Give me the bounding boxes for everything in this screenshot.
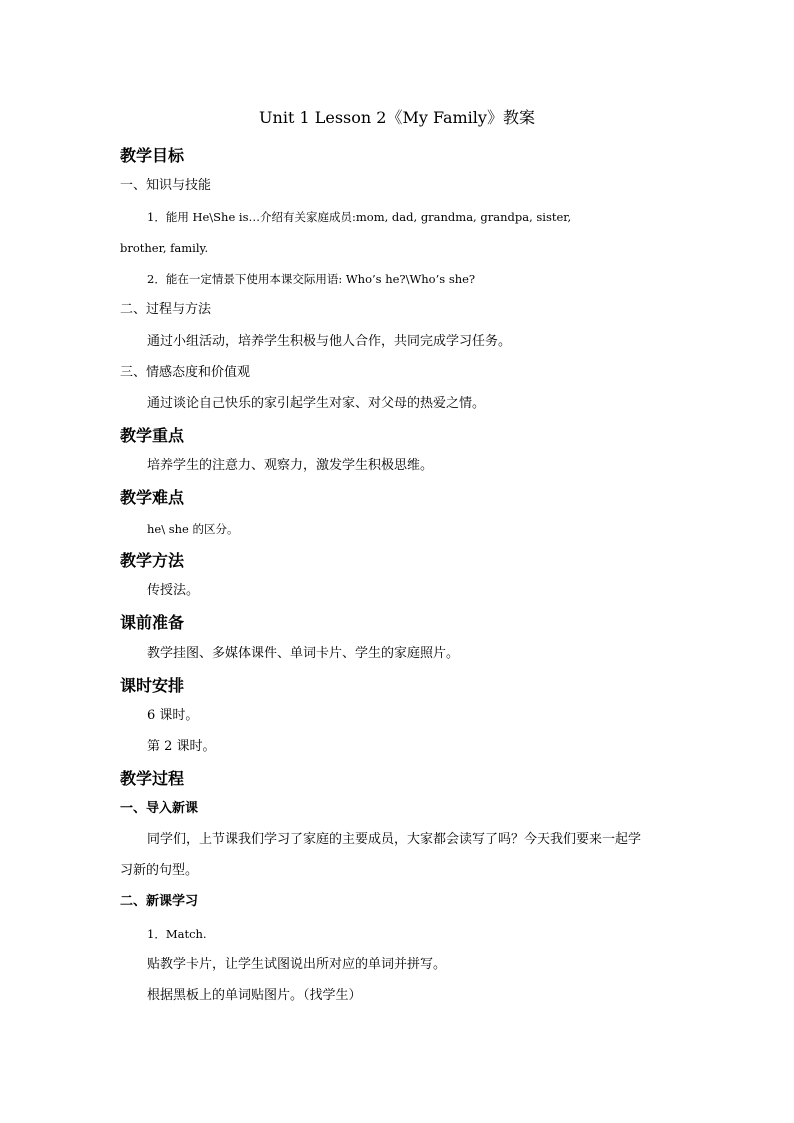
paragraph-cards: 贴教学卡片，让学生试图说出所对应的单词并拼写。 (147, 957, 447, 972)
section-heading-preparation: 课前准备 (120, 613, 185, 632)
paragraph-match: 1．Match. (147, 927, 207, 941)
paragraph-difficulties: he\ she 的区分。 (147, 522, 239, 536)
document-title: Unit 1 Lesson 2《My Family》教案 (259, 108, 535, 127)
paragraph-attitudes-values: 通过谈论自己快乐的家引起学生对家、对父母的热爱之情。 (147, 396, 486, 411)
paragraph-objective-1-line-1: 1．能用 He\She is…介绍有关家庭成员:mom, dad, grandma, grandpa, sister, (147, 210, 572, 224)
section-heading-difficulties: 教学难点 (120, 488, 185, 507)
paragraph-introduction-line-1: 同学们，上节课我们学习了家庭的主要成员，大家都会读写了吗？今天我们要来一起学 (147, 832, 642, 847)
section-heading-teaching-objectives: 教学目标 (120, 146, 185, 165)
section-heading-key-points: 教学重点 (120, 426, 185, 445)
paragraph-objective-2: 2．能在一定情景下使用本课交际用语: Who’s he?\Who’s she? (147, 272, 476, 286)
subheading-introduction: 一、导入新课 (120, 801, 199, 816)
paragraph-teaching-methods: 传授法。 (147, 583, 200, 598)
paragraph-introduction-line-2: 习新的句型。 (120, 863, 199, 878)
section-heading-teaching-process: 教学过程 (120, 769, 185, 788)
paragraph-preparation: 教学挂图、多媒体课件、单词卡片、学生的家庭照片。 (147, 646, 460, 661)
paragraph-process-methods: 通过小组活动，培养学生积极与他人合作，共同完成学习任务。 (147, 334, 512, 349)
paragraph-objective-1-line-2: brother, family. (120, 241, 209, 255)
paragraph-blackboard: 根据黑板上的单词贴图片。（找学生） (147, 988, 362, 1003)
subheading-knowledge-skills: 一、知识与技能 (120, 178, 212, 193)
paragraph-key-points: 培养学生的注意力、观察力，激发学生积极思维。 (147, 458, 434, 473)
paragraph-schedule-total: 6 课时。 (147, 708, 199, 723)
section-heading-schedule: 课时安排 (120, 676, 185, 695)
paragraph-schedule-current: 第 2 课时。 (147, 739, 216, 754)
subheading-process-methods: 二、过程与方法 (120, 302, 212, 317)
section-heading-teaching-methods: 教学方法 (120, 551, 185, 570)
subheading-attitudes-values: 三、情感态度和价值观 (120, 365, 251, 380)
subheading-new-lesson: 二、新课学习 (120, 894, 199, 909)
